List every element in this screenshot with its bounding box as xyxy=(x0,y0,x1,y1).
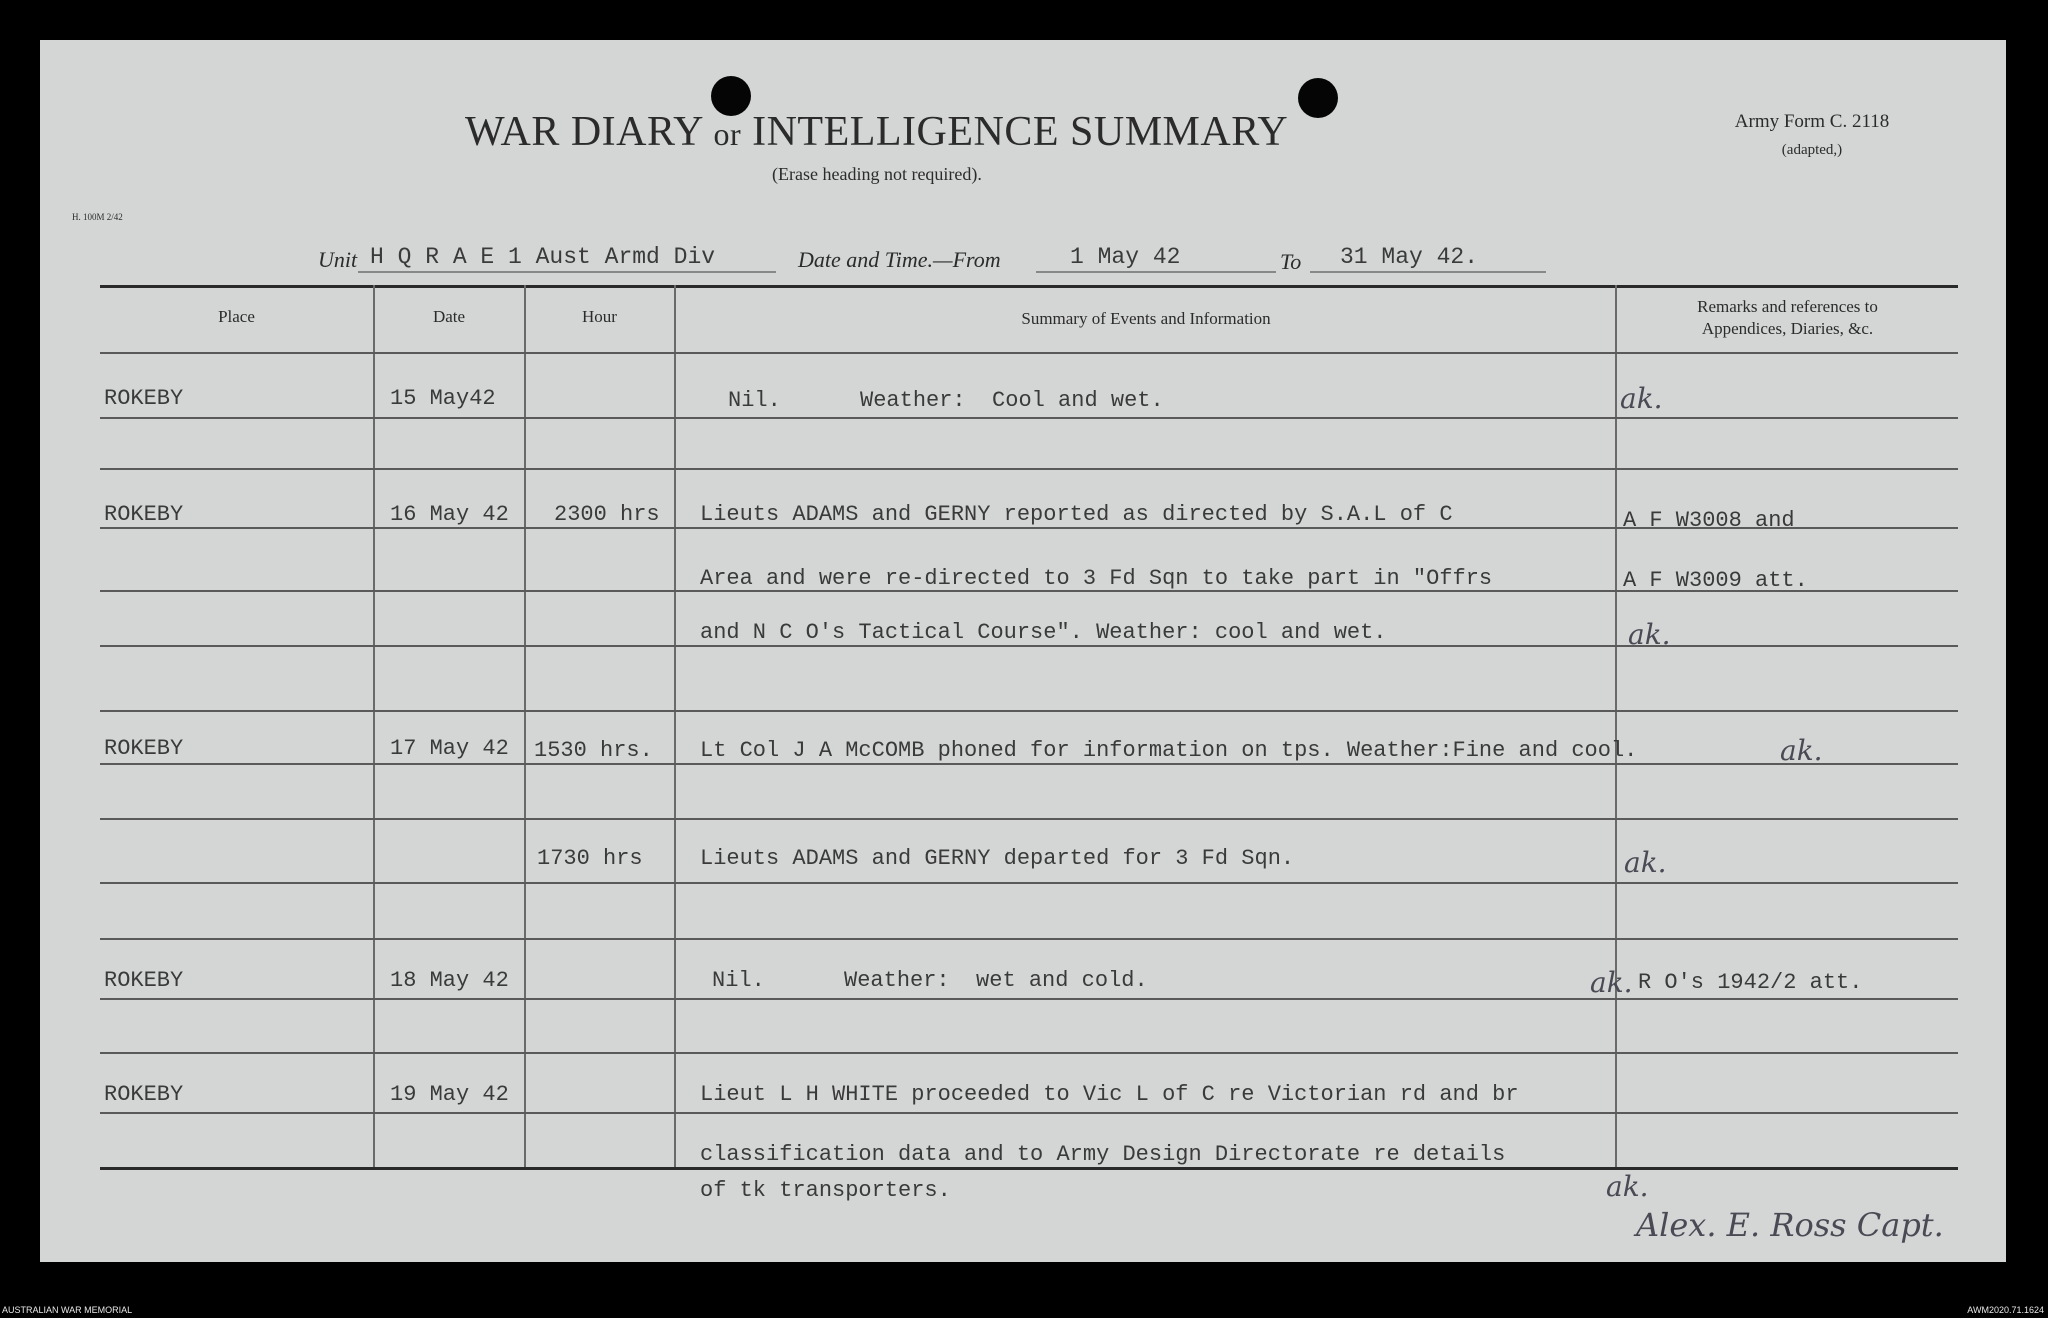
footer-institution: AUSTRALIAN WAR MEMORIAL xyxy=(2,1305,133,1315)
unit-underline xyxy=(358,271,776,273)
entry-summary-line: Lieuts ADAMS and GERNY reported as directed by S.A.L of C xyxy=(700,502,1453,527)
entry-place: ROKEBY xyxy=(104,736,184,761)
to-underline xyxy=(1310,271,1546,273)
diary-sheet xyxy=(40,40,2006,1262)
document-subtitle: (Erase heading not required). xyxy=(772,164,982,184)
entry-date: 15 May42 xyxy=(390,386,496,411)
rule-line xyxy=(100,468,1958,470)
entry-summary-line: Lieut L H WHITE proceeded to Vic L of C re Victorian rd and br xyxy=(700,1082,1519,1107)
handwritten-initials: ak. xyxy=(1590,966,1633,999)
entry-place: ROKEBY xyxy=(104,502,184,527)
entry-summary-line: Area and were re-directed to 3 Fd Sqn to take part in "Offrs xyxy=(700,566,1493,591)
entry-place: ROKEBY xyxy=(104,1082,184,1107)
army-form-number xyxy=(1732,108,1892,164)
punch-hole-right xyxy=(1298,78,1338,118)
column-header-place: Place xyxy=(218,307,255,326)
date-from-value: 1 May 42 xyxy=(1070,244,1181,270)
rule-line xyxy=(100,1112,1958,1114)
document-title xyxy=(465,108,1288,156)
rule-line xyxy=(100,763,1958,765)
handwritten-signature: Alex. E. Ross Capt. xyxy=(1636,1206,1944,1244)
column-header-date: Date xyxy=(432,307,466,326)
handwritten-initials: ak. xyxy=(1624,846,1667,879)
rule-line xyxy=(100,938,1958,940)
entry-remarks: R O's 1942/2 att. xyxy=(1638,970,1863,995)
entry-summary: Nil. Weather: Cool and wet. xyxy=(728,388,1164,413)
to-label: To xyxy=(1280,249,1302,274)
entry-summary: Lieuts ADAMS and GERNY departed for 3 Fd Sqn. xyxy=(700,846,1295,871)
entry-summary-line: classification data and to Army Design Directorate re details xyxy=(700,1142,1506,1167)
rule-line xyxy=(100,710,1958,712)
column-header-summary: Summary of Events and Information xyxy=(1021,309,1271,328)
entry-summary-line: of tk transporters. xyxy=(700,1178,951,1203)
rule-line xyxy=(100,1052,1958,1054)
entry-date: 19 May 42 xyxy=(390,1082,509,1107)
handwritten-initials: ak. xyxy=(1606,1170,1649,1203)
entry-remarks-line: A F W3009 att. xyxy=(1623,568,1808,593)
entry-hour: 1530 hrs. xyxy=(534,738,653,763)
date-time-label: Date and Time.—From xyxy=(798,247,1001,272)
print-code: H. 100M 2/42 xyxy=(72,212,123,222)
entry-remarks-line: A F W3008 and xyxy=(1623,508,1795,533)
table-bottom-border xyxy=(100,1167,1958,1170)
unit-label: Unit xyxy=(318,247,358,272)
rule-line xyxy=(100,352,1958,354)
rule-line xyxy=(100,998,1958,1000)
rule-line xyxy=(100,818,1958,820)
rule-line xyxy=(100,882,1958,884)
army-form-label: Army Form C. 2118 xyxy=(1734,111,1890,132)
handwritten-initials: ak. xyxy=(1628,618,1671,651)
column-header-hour: Hour xyxy=(582,307,617,326)
column-header-remarks xyxy=(1617,296,1958,340)
entry-hour: 2300 hrs xyxy=(554,502,660,527)
entry-date: 16 May 42 xyxy=(390,502,509,527)
entry-hour: 1730 hrs xyxy=(537,846,643,871)
title-right: INTELLIGENCE SUMMARY xyxy=(752,109,1289,155)
from-underline xyxy=(1036,271,1276,273)
handwritten-initials: ak. xyxy=(1620,382,1663,415)
title-left: WAR DIARY xyxy=(465,109,703,155)
army-form-adapted: (adapted,) xyxy=(1781,142,1843,158)
rule-line xyxy=(100,645,1958,647)
remarks-header-line-1: Remarks and references to xyxy=(1697,297,1878,316)
entry-place: ROKEBY xyxy=(104,968,184,993)
entry-place: ROKEBY xyxy=(104,386,184,411)
title-or: or xyxy=(713,116,742,152)
table-top-border xyxy=(100,285,1958,288)
date-to-value: 31 May 42. xyxy=(1340,244,1479,270)
unit-value: H Q R A E 1 Aust Armd Div xyxy=(370,244,716,270)
rule-line xyxy=(100,417,1958,419)
entry-summary: Lt Col J A McCOMB phoned for information on tps. Weather:Fine and cool. xyxy=(700,738,1638,763)
footer-accession-number: AWM2020.71.1624 xyxy=(1967,1305,2044,1315)
entry-summary: Nil. Weather: wet and cold. xyxy=(712,968,1148,993)
remarks-header-line-2: Appendices, Diaries, &c. xyxy=(1701,319,1874,338)
entry-date: 17 May 42 xyxy=(390,736,509,761)
entry-summary-line: and N C O's Tactical Course". Weather: cool and wet. xyxy=(700,620,1387,645)
handwritten-initials: ak. xyxy=(1780,734,1823,767)
entry-date: 18 May 42 xyxy=(390,968,509,993)
